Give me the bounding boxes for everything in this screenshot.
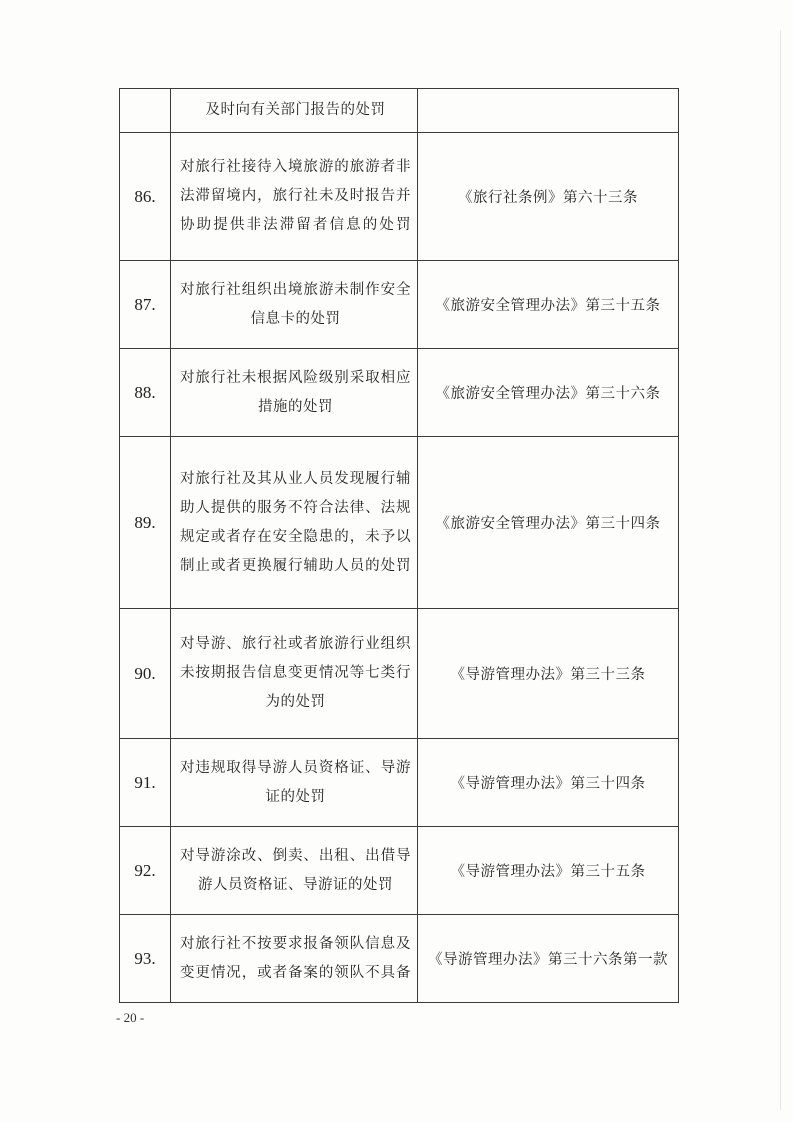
penalty-item-line: 对导游涂改、倒卖、出租、出借导 — [180, 847, 411, 864]
penalty-item-line: 未按期报告信息变更情况等七类行 — [180, 665, 411, 681]
penalty-item-line: 对旅行社及其从业人员发现履行辅 — [180, 470, 411, 487]
penalty-item — [171, 609, 418, 739]
penalty-item-line: 变更情况，或者备案的领队不具备 — [180, 964, 411, 981]
penalty-item-line: 对旅行社组织出境旅游未制作安全 — [180, 281, 411, 298]
table-row — [120, 133, 679, 261]
penalty-item-line: 信息卡的处罚 — [250, 310, 341, 327]
table-row — [120, 609, 679, 739]
penalty-item-line: 助人提供的服务不符合法律、法规 — [180, 499, 411, 516]
legal-basis: 《导游管理办法》第三十四条 — [418, 739, 679, 827]
penalty-item-line: 证的处罚 — [265, 788, 326, 805]
penalty-item-line: 对旅行社接待入境旅游的旅游者非 — [180, 159, 411, 175]
penalty-item-line: 对旅行社不按要求报备领队信息及 — [180, 935, 411, 952]
row-number: 91. — [120, 739, 171, 827]
penalty-item — [171, 437, 418, 609]
page-number: - 20 - — [116, 1010, 145, 1025]
penalty-item — [171, 133, 418, 261]
table-row — [120, 915, 679, 1003]
penalty-item — [171, 739, 418, 827]
penalty-item-line: 措施的处罚 — [258, 398, 333, 415]
row-number: 87. — [120, 261, 171, 349]
penalty-item — [171, 827, 418, 915]
row-number: 89. — [120, 437, 171, 609]
penalty-item-line: 协助提供非法滞留者信息的处罚 — [180, 217, 411, 233]
penalty-item — [171, 89, 418, 133]
penalty-item-line: 对旅行社未根据风险级别采取相应 — [180, 369, 411, 386]
legal-basis: 《导游管理办法》第三十五条 — [418, 827, 679, 915]
row-number: 88. — [120, 349, 171, 437]
legal-basis: 《导游管理办法》第三十六条第一款 — [418, 915, 679, 1003]
legal-basis: 《旅游安全管理办法》第三十六条 — [418, 349, 679, 437]
table-row — [120, 89, 679, 133]
penalty-item — [171, 915, 418, 1003]
row-number: 86. — [120, 133, 171, 261]
legal-basis: 《旅行社条例》第六十三条 — [418, 133, 679, 261]
penalty-items-table — [119, 88, 679, 1003]
penalty-item-line: 为的处罚 — [265, 694, 326, 710]
legal-basis — [418, 89, 679, 133]
legal-basis: 《导游管理办法》第三十三条 — [418, 609, 679, 739]
table-row — [120, 349, 679, 437]
table-row — [120, 739, 679, 827]
penalty-item-line: 法滞留境内，旅行社未及时报告并 — [180, 188, 411, 204]
legal-basis: 《旅游安全管理办法》第三十五条 — [418, 261, 679, 349]
penalty-item-line: 及时向有关部门报告的处罚 — [205, 102, 386, 118]
penalty-item — [171, 261, 418, 349]
penalty-item-line: 对导游、旅行社或者旅游行业组织 — [180, 636, 411, 652]
row-number: 90. — [120, 609, 171, 739]
table-row — [120, 437, 679, 609]
row-number: 92. — [120, 827, 171, 915]
penalty-item-line: 制止或者更换履行辅助人员的处罚 — [180, 557, 411, 574]
row-number — [120, 89, 171, 133]
table-row — [120, 261, 679, 349]
penalty-item-line: 游人员资格证、导游证的处罚 — [198, 876, 393, 893]
row-number: 93. — [120, 915, 171, 1003]
table-row — [120, 827, 679, 915]
penalty-item — [171, 349, 418, 437]
penalty-item-line: 对违规取得导游人员资格证、导游 — [180, 759, 411, 776]
scan-edge-line — [780, 30, 781, 1110]
penalty-item-line: 规定或者存在安全隐患的，未予以 — [180, 528, 411, 545]
legal-basis: 《旅游安全管理办法》第三十四条 — [418, 437, 679, 609]
